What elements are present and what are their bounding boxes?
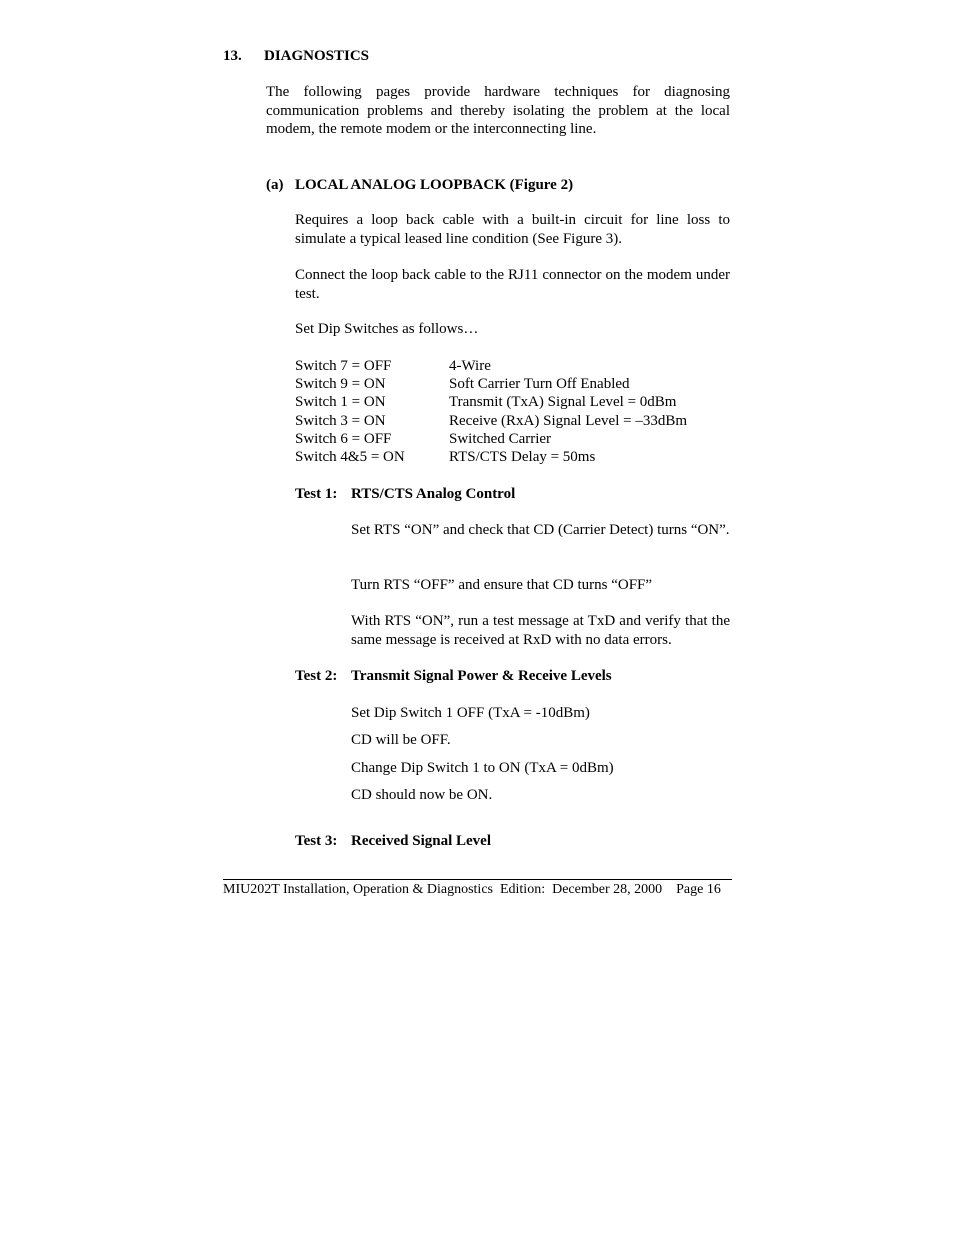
test-3-heading xyxy=(295,832,735,850)
test-3-label: Test 3: xyxy=(295,833,338,849)
section-number: 13. xyxy=(223,48,242,64)
subsection-title: LOCAL ANALOG LOOPBACK (Figure 2) xyxy=(295,177,574,193)
test-2-title: Transmit Signal Power & Receive Levels xyxy=(351,668,612,684)
switch-setting: Switch 6 = OFF xyxy=(295,431,392,447)
test-1-heading xyxy=(295,485,735,503)
subsection-para-3: Set Dip Switches as follows… xyxy=(295,321,479,337)
page-footer: MIU202T Installation, Operation & Diagnostics Edition: December 28, 2000 Page 16 xyxy=(223,882,721,897)
switch-row xyxy=(295,375,735,393)
test-3-title: Received Signal Level xyxy=(351,833,491,849)
section-intro: The following pages provide hardware techniques for diagnosing communication problems and thereby isolating the problem at the local modem, the remote modem or the interconnecting line. xyxy=(266,84,730,137)
switch-row xyxy=(295,448,735,466)
test-1-title: RTS/CTS Analog Control xyxy=(351,486,516,502)
switch-setting: Switch 3 = ON xyxy=(295,413,386,429)
test-2-step: CD will be OFF. xyxy=(351,732,451,748)
switch-description: Transmit (TxA) Signal Level = 0dBm xyxy=(449,394,677,410)
switch-row xyxy=(295,412,735,430)
switch-description: Receive (RxA) Signal Level = –33dBm xyxy=(449,413,687,429)
switch-description: RTS/CTS Delay = 50ms xyxy=(449,449,596,465)
switch-row xyxy=(295,393,735,411)
test-2-heading xyxy=(295,667,735,685)
subsection-para-1: Requires a loop back cable with a built-in circuit for line loss to simulate a typical leased line condition (See Figure 3). xyxy=(295,212,730,247)
footer-divider xyxy=(223,879,732,880)
switch-row xyxy=(295,357,735,375)
switch-description: Soft Carrier Turn Off Enabled xyxy=(449,376,630,392)
test-2-step: Set Dip Switch 1 OFF (TxA = -10dBm) xyxy=(351,705,590,721)
test-1-para-2: Turn RTS “OFF” and ensure that CD turns “OFF” xyxy=(351,577,653,593)
subsection-para-2: Connect the loop back cable to the RJ11 connector on the modem under test. xyxy=(295,267,730,302)
switch-setting: Switch 7 = OFF xyxy=(295,358,392,374)
switch-row xyxy=(295,430,735,448)
test-2-label: Test 2: xyxy=(295,668,338,684)
switch-setting: Switch 1 = ON xyxy=(295,394,386,410)
switch-description: 4-Wire xyxy=(449,358,491,374)
test-1-para-3: With RTS “ON”, run a test message at TxD and verify that the same message is received at RxD with no data errors. xyxy=(351,613,730,648)
test-2-step: CD should now be ON. xyxy=(351,787,493,803)
test-1-para-1: Set RTS “ON” and check that CD (Carrier Detect) turns “ON”. xyxy=(351,522,730,538)
switch-description: Switched Carrier xyxy=(449,431,552,447)
test-1-label: Test 1: xyxy=(295,486,338,502)
switch-setting: Switch 9 = ON xyxy=(295,376,386,392)
switch-setting: Switch 4&5 = ON xyxy=(295,449,405,465)
subsection-label: (a) xyxy=(266,177,284,193)
test-2-step: Change Dip Switch 1 to ON (TxA = 0dBm) xyxy=(351,760,614,776)
section-title: DIAGNOSTICS xyxy=(264,48,370,64)
